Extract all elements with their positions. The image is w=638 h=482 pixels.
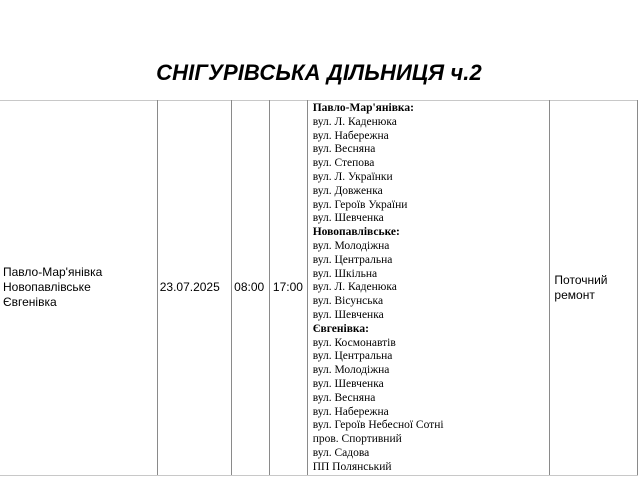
- street-item: вул. Довженка: [312, 184, 383, 197]
- street-item: вул. Центральна: [312, 350, 393, 363]
- street-item: вул. Садова: [312, 446, 370, 459]
- street-item: вул. Молодіжна: [312, 239, 390, 252]
- street-item: пров. Спортивний: [312, 433, 402, 446]
- street-item: вул. Л. Українки: [312, 170, 393, 183]
- street-item: вул. Космонавтів: [312, 336, 396, 349]
- end-time-cell: 17:00: [269, 101, 307, 476]
- settlement-name: Павло-Мар'янівка: [3, 265, 103, 280]
- work-type-cell: [550, 101, 638, 476]
- street-item: ПП Полянський: [312, 460, 392, 473]
- street-item: вул. Набережна: [312, 129, 389, 142]
- work-type-line: ремонт: [554, 287, 595, 302]
- street-item: вул. Шевченка: [312, 212, 384, 225]
- street-item: вул. Героїв України: [312, 198, 408, 211]
- settlement-name: Новопавлівське: [3, 280, 91, 295]
- street-item: вул. Центральна: [312, 253, 393, 266]
- street-item: вул. Набережна: [312, 405, 389, 418]
- street-item: вул. Героїв Небесної Сотні: [312, 419, 444, 432]
- start-time-cell: 08:00: [232, 101, 270, 476]
- street-item: вул. Весняна: [312, 391, 376, 404]
- streets-cell: [307, 101, 550, 476]
- street-item: вул. Вісунська: [312, 295, 384, 308]
- outage-schedule-table: [0, 100, 638, 476]
- street-item: вул. Шевченка: [312, 308, 384, 321]
- street-item: вул. Шевченка: [312, 377, 384, 390]
- street-item: вул. Шкільна: [312, 267, 378, 280]
- street-group-name: Павло-Мар'янівка:: [312, 102, 414, 114]
- page-title: СНІГУРІВСЬКА ДІЛЬНИЦЯ ч.2: [156, 60, 482, 85]
- table-row: [0, 101, 638, 476]
- street-item: вул. Степова: [312, 157, 375, 170]
- work-type-line: Поточний: [554, 272, 608, 287]
- street-item: вул. Л. Каденюка: [312, 281, 397, 294]
- street-item: вул. Л. Каденюка: [312, 115, 397, 128]
- settlements-cell: [0, 101, 157, 476]
- street-group-name: Новопавлівське:: [312, 226, 400, 239]
- street-item: вул. Молодіжна: [312, 364, 390, 377]
- street-item: вул. Весняна: [312, 143, 376, 156]
- date-cell: 23.07.2025: [157, 101, 231, 476]
- settlement-name: Євгенівка: [3, 295, 57, 310]
- street-group-name: Євгенівка:: [312, 322, 369, 335]
